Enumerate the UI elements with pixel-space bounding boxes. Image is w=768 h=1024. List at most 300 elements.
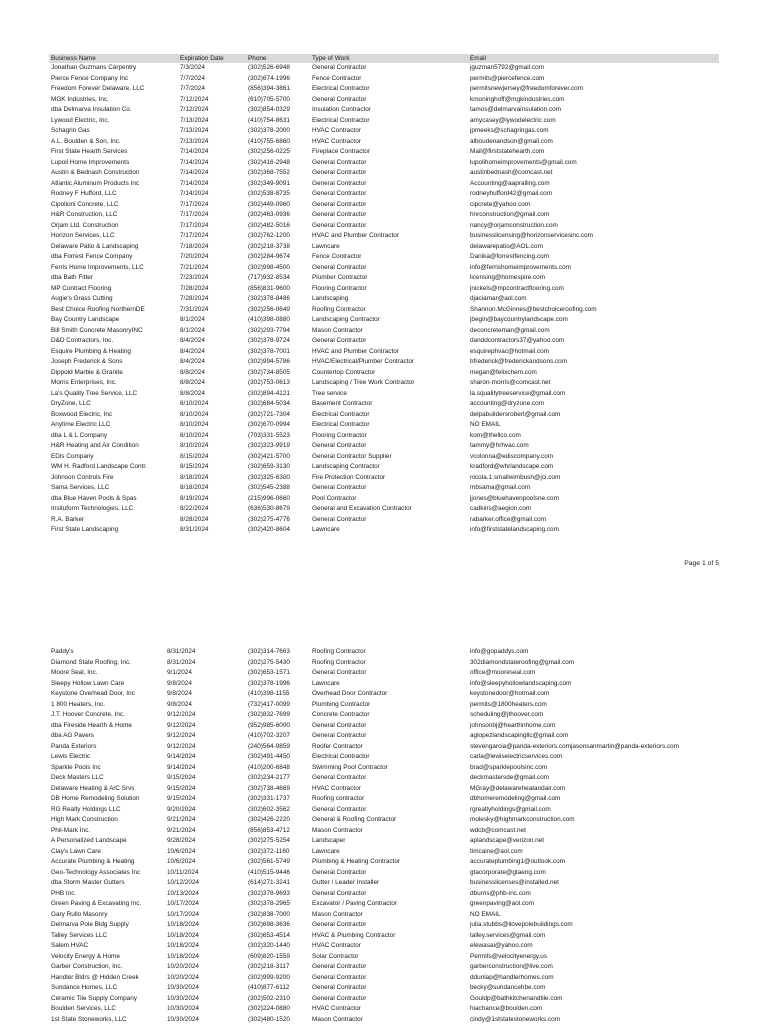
cell-expiration-date: 7/17/2024 bbox=[180, 200, 209, 208]
table-row bbox=[49, 158, 719, 169]
cell-type-of-work: Excavator / Paving Contractor bbox=[312, 900, 397, 907]
cell-expiration-date: 8/10/2024 bbox=[180, 442, 209, 449]
cell-phone: (302)670-0994 bbox=[248, 421, 290, 428]
cell-phone: (302)832-7699 bbox=[248, 711, 290, 718]
document-page-2 bbox=[0, 640, 768, 1024]
cell-email: amycasey@lywodelectric.com bbox=[470, 116, 556, 124]
cell-business-name: DB Home Remodeling Solution bbox=[51, 795, 140, 802]
cell-type-of-work: HVAC & Plumbing Contractor bbox=[312, 931, 396, 939]
cell-expiration-date: 8/18/2024 bbox=[180, 473, 209, 481]
table-row bbox=[49, 721, 719, 732]
cell-business-name: Lywood Electric, Inc. bbox=[51, 116, 110, 124]
cell-type-of-work: Mason Contractor bbox=[312, 1015, 363, 1023]
cell-email: rabarker.office@gmail.com bbox=[470, 515, 546, 523]
cell-expiration-date: 9/12/2024 bbox=[167, 721, 196, 729]
column-header-business-name: Business Name bbox=[51, 55, 96, 62]
cell-business-name: Talley Services LLC bbox=[51, 931, 108, 939]
cell-email: info@gopaddys.com bbox=[470, 648, 529, 655]
cell-email: permits@1800heaters.com bbox=[470, 700, 547, 708]
cell-expiration-date: 9/15/2024 bbox=[167, 795, 196, 802]
cell-type-of-work: Countertop Contractor bbox=[312, 368, 376, 376]
table-row bbox=[49, 389, 719, 400]
table-row bbox=[49, 431, 719, 442]
cell-expiration-date: 8/31/2024 bbox=[180, 526, 209, 533]
cell-expiration-date: 10/20/2024 bbox=[167, 973, 199, 981]
table-row bbox=[49, 263, 719, 274]
cell-type-of-work: General Contractor bbox=[312, 515, 367, 523]
table-row bbox=[49, 504, 719, 515]
cell-type-of-work: HVAC Contractor bbox=[312, 127, 361, 134]
cell-email: info@sleepyhollowlandscaping.com bbox=[470, 679, 572, 687]
cell-email: permits@piercefence.com bbox=[470, 74, 545, 82]
cell-type-of-work: Landscaping bbox=[312, 295, 349, 302]
cell-email: licensing@homespire.com bbox=[470, 274, 546, 281]
cell-email: jnickels@mpcontractflooring.com bbox=[470, 284, 564, 292]
table-row bbox=[49, 515, 719, 526]
cell-expiration-date: 9/21/2024 bbox=[167, 826, 196, 834]
cell-type-of-work: General Contractor bbox=[312, 64, 367, 71]
cell-phone: (302)653-4514 bbox=[248, 931, 290, 939]
table-row bbox=[49, 836, 719, 847]
cell-email: info@firststatelandscaping.com bbox=[470, 526, 559, 533]
cell-phone: (410)755-6860 bbox=[248, 137, 290, 145]
cell-phone: (952)985-6000 bbox=[248, 721, 290, 729]
cell-expiration-date: 8/18/2024 bbox=[180, 484, 209, 491]
cell-business-name: MP Contract Flooring bbox=[51, 284, 112, 292]
table-row bbox=[49, 357, 719, 368]
table-row bbox=[49, 973, 719, 984]
cell-expiration-date: 8/8/2024 bbox=[180, 389, 205, 397]
cell-email: hnrconstruction@gmail.com bbox=[470, 211, 550, 218]
cell-type-of-work: Roofing contractor bbox=[312, 795, 365, 802]
cell-business-name: Austin & Bednash Construction bbox=[51, 169, 140, 176]
cell-type-of-work: General Contractor bbox=[312, 169, 367, 176]
cell-type-of-work: Electrical Contractor bbox=[312, 85, 370, 92]
cell-business-name: Schagrin Gas bbox=[51, 127, 90, 134]
cell-type-of-work: General Contractor bbox=[312, 337, 367, 344]
cell-email: jguzman5792@gmail.com bbox=[470, 64, 544, 71]
cell-phone: (302)314-7663 bbox=[248, 648, 290, 655]
cell-phone: (302)482-5016 bbox=[248, 221, 290, 229]
cell-phone: (302)256-0649 bbox=[248, 305, 290, 313]
cell-phone: (856)853-4712 bbox=[248, 826, 290, 834]
cell-type-of-work: Plumbing & Heating Contractor bbox=[312, 858, 401, 865]
table-row bbox=[49, 794, 719, 805]
cell-email: jbegin@baycountrylandscape.com bbox=[470, 316, 568, 323]
cell-business-name: Green Paving & Excavating Inc. bbox=[51, 900, 142, 907]
cell-type-of-work: General Contractor bbox=[312, 973, 367, 981]
cell-email: dbhomeremodeling@gmail.com bbox=[470, 795, 561, 802]
table-row bbox=[49, 679, 719, 690]
table-row bbox=[49, 168, 719, 179]
table-row bbox=[49, 74, 719, 85]
table-row bbox=[49, 994, 719, 1005]
cell-type-of-work: General Contractor bbox=[312, 805, 367, 813]
cell-email: kom@thellco.com bbox=[470, 431, 521, 439]
cell-business-name: Lewis Electric bbox=[51, 753, 91, 760]
cell-type-of-work: HVAC Contractor bbox=[312, 137, 361, 145]
cell-email: becky@sundancehbe.com bbox=[470, 984, 546, 991]
table-row bbox=[49, 731, 719, 742]
cell-phone: (302)538-8735 bbox=[248, 190, 290, 197]
cell-expiration-date: 9/28/2024 bbox=[167, 837, 196, 844]
cell-expiration-date: 8/1/2024 bbox=[180, 316, 205, 323]
cell-email: sharon-morris@comcast.net bbox=[470, 379, 551, 386]
cell-type-of-work: Basement Contractor bbox=[312, 400, 373, 407]
cell-phone: (302)256-0225 bbox=[248, 148, 290, 155]
cell-type-of-work: General Contractor bbox=[312, 889, 367, 897]
table-row bbox=[49, 410, 719, 421]
cell-email: scheduling@jthoover.com bbox=[470, 711, 544, 718]
cell-business-name: Ceramic Tile Supply Company bbox=[51, 994, 137, 1002]
cell-phone: (302)463-0936 bbox=[248, 211, 290, 218]
cell-type-of-work: General and Excavation Contractor bbox=[312, 505, 412, 512]
cell-expiration-date: 7/18/2024 bbox=[180, 242, 209, 250]
cell-phone: (410)515-9446 bbox=[248, 868, 290, 876]
table-row bbox=[49, 784, 719, 795]
cell-phone: (302)323-9919 bbox=[248, 442, 290, 449]
cell-business-name: A.L. Boulden & Son, Inc. bbox=[51, 137, 121, 145]
cell-email: kmoninghoff@mgkindustries.com bbox=[470, 95, 565, 103]
cell-business-name: Deck Masters LLC bbox=[51, 774, 104, 781]
cell-expiration-date: 10/17/2024 bbox=[167, 910, 199, 918]
cell-email: molesky@highmarkconstruction.com bbox=[470, 816, 575, 823]
cell-email: wdcb@comcast.net bbox=[470, 826, 526, 834]
cell-expiration-date: 7/14/2024 bbox=[180, 179, 209, 187]
table-row bbox=[49, 868, 719, 879]
cell-email: aglopezlandscapingllc@gmail.com bbox=[470, 732, 569, 739]
cell-expiration-date: 10/6/2024 bbox=[167, 847, 196, 855]
cell-type-of-work: General Contractor bbox=[312, 721, 367, 729]
column-header-email: Email bbox=[470, 55, 486, 62]
cell-expiration-date: 10/11/2024 bbox=[167, 868, 199, 876]
cell-type-of-work: General Contractor bbox=[312, 190, 367, 197]
table-row bbox=[49, 962, 719, 973]
cell-expiration-date: 7/13/2024 bbox=[180, 137, 209, 145]
table-row bbox=[49, 105, 719, 116]
cell-type-of-work: Mason Contractor bbox=[312, 326, 363, 334]
table-row bbox=[49, 899, 719, 910]
cell-business-name: Delaware Heating & A/C Srvs bbox=[51, 784, 135, 792]
cell-business-name: dba Storm Master Gutters bbox=[51, 879, 125, 886]
cell-expiration-date: 7/14/2024 bbox=[180, 190, 209, 197]
table-row bbox=[49, 878, 719, 889]
cell-business-name: Diamond State Roofing, Inc. bbox=[51, 658, 131, 666]
cell-expiration-date: 8/8/2024 bbox=[180, 368, 205, 376]
cell-expiration-date: 7/13/2024 bbox=[180, 127, 209, 134]
cell-business-name: R.A. Barker bbox=[51, 515, 85, 523]
cell-type-of-work: HVAC Contractor bbox=[312, 784, 361, 792]
cell-business-name: Boxwood Electric, Inc bbox=[51, 410, 113, 418]
cell-expiration-date: 8/19/2024 bbox=[180, 494, 209, 502]
cell-email: la.squalitytreeservice@gmail.com bbox=[470, 389, 566, 397]
cell-email: vcolonna@ediscompany.com bbox=[470, 452, 554, 460]
table-row bbox=[49, 494, 719, 505]
cell-phone: (856)831-9600 bbox=[248, 284, 290, 292]
cell-phone: (302)734-8505 bbox=[248, 368, 290, 376]
cell-business-name: H&R Heating and Air Condition bbox=[51, 442, 139, 449]
table-row bbox=[49, 483, 719, 494]
table-row bbox=[49, 941, 719, 952]
table-row bbox=[49, 378, 719, 389]
cell-type-of-work: Plumber Contractor bbox=[312, 274, 368, 281]
table-row bbox=[49, 399, 719, 410]
cell-business-name: dba Bath Fitter bbox=[51, 274, 93, 281]
cell-business-name: dba Blue Haven Pools & Spas bbox=[51, 494, 137, 502]
cell-type-of-work: Gutter / Leader Installer bbox=[312, 879, 380, 886]
cell-business-name: Garber Construction, Inc. bbox=[51, 963, 123, 970]
table-row bbox=[49, 658, 719, 669]
table-row bbox=[49, 252, 719, 263]
cell-business-name: Geo-Technology Associates Inc bbox=[51, 868, 141, 876]
cell-expiration-date: 10/30/2024 bbox=[167, 1005, 199, 1012]
cell-business-name: Delaware Patio & Landscaping bbox=[51, 242, 139, 250]
cell-type-of-work: Roofing Contractor bbox=[312, 305, 366, 313]
cell-business-name: Sparkle Pools Inc bbox=[51, 763, 101, 771]
cell-business-name: Delmarva Pole Bldg Supply bbox=[51, 921, 129, 928]
table-row bbox=[49, 347, 719, 358]
cell-phone: (215)996-0660 bbox=[248, 494, 290, 502]
cell-business-name: Sleepy Hollow Lawn Care bbox=[51, 679, 125, 687]
cell-phone: (302)698-3636 bbox=[248, 921, 290, 928]
cell-email: permitsnewjersey@freedomforever.com bbox=[470, 85, 584, 92]
table-row bbox=[49, 221, 719, 232]
cell-expiration-date: 9/14/2024 bbox=[167, 763, 196, 771]
cell-phone: (302)275-5254 bbox=[248, 837, 290, 844]
cell-email: brad@sparklepoolsinc.com bbox=[470, 763, 548, 771]
cell-phone: (302)421-5700 bbox=[248, 452, 290, 460]
table-row bbox=[49, 473, 719, 484]
table-row bbox=[49, 200, 719, 211]
table-row bbox=[49, 931, 719, 942]
cell-type-of-work: General Contractor bbox=[312, 179, 367, 187]
cell-phone: (240)564-9859 bbox=[248, 742, 290, 750]
cell-type-of-work: General Contractor bbox=[312, 984, 367, 991]
cell-expiration-date: 8/8/2024 bbox=[180, 379, 205, 386]
column-header-type-of-work: Type of Work bbox=[312, 55, 350, 62]
cell-email: ddunlap@handlerhomes.com bbox=[470, 973, 554, 981]
cell-expiration-date: 7/14/2024 bbox=[180, 158, 209, 166]
cell-type-of-work: HVAC/Electrical/Plumber Contractor bbox=[312, 358, 415, 365]
table-row bbox=[49, 1004, 719, 1015]
cell-business-name: 1 800 Heaters, Inc. bbox=[51, 700, 105, 708]
cell-phone: (302)994-5786 bbox=[248, 358, 290, 365]
cell-business-name: D&D Contractors, Inc. bbox=[51, 337, 114, 344]
cell-phone: (302)491-4450 bbox=[248, 753, 290, 760]
cell-type-of-work: Pool Contractor bbox=[312, 494, 357, 502]
cell-type-of-work: Lawncare bbox=[312, 847, 340, 855]
cell-phone: (732)417-0099 bbox=[248, 700, 290, 708]
cell-type-of-work: Fence Contractor bbox=[312, 74, 362, 82]
cell-email: johnsonbj@hearthnhome.com bbox=[470, 721, 556, 729]
cell-phone: (302)721-7304 bbox=[248, 410, 290, 418]
cell-phone: (302)378-2965 bbox=[248, 900, 290, 907]
cell-business-name: Jonathan Guzmans Carpentry bbox=[51, 64, 137, 71]
cell-type-of-work: Electrical Contractor bbox=[312, 410, 370, 418]
cell-type-of-work: General Contractor bbox=[312, 263, 367, 271]
cell-email: stevengarcia@panda-exteriors.comjasonsanmartin@panda-exteriors.com bbox=[470, 742, 680, 750]
cell-business-name: Esquire Plumbing & Heating bbox=[51, 347, 131, 355]
cell-expiration-date: 9/12/2024 bbox=[167, 742, 196, 750]
cell-email: Gouldp@bathkitchenandtile.com bbox=[470, 994, 563, 1002]
cell-email: alboudenandson@gmail.com bbox=[470, 137, 553, 145]
table-row bbox=[49, 84, 719, 95]
cell-business-name: Rodney F Hufford, LLC bbox=[51, 190, 117, 197]
cell-phone: (302)753-0613 bbox=[248, 379, 290, 386]
cell-business-name: Morris Enterprises, Inc. bbox=[51, 379, 117, 386]
cell-business-name: Pierce Fence Company Inc bbox=[51, 74, 129, 82]
table-row bbox=[49, 815, 719, 826]
cell-email: rgrealtyholdings@gmail.com bbox=[470, 805, 551, 813]
cell-phone: (302)378-9693 bbox=[248, 889, 290, 897]
cell-phone: (609)820-1559 bbox=[248, 952, 290, 960]
table-row bbox=[49, 126, 719, 137]
cell-email: cadkins@aegion.com bbox=[470, 505, 532, 512]
cell-expiration-date: 8/31/2024 bbox=[167, 658, 196, 666]
cell-expiration-date: 7/14/2024 bbox=[180, 148, 209, 155]
cell-expiration-date: 8/10/2024 bbox=[180, 410, 209, 418]
table-row bbox=[49, 462, 719, 473]
cell-email: businesslicenses@installed.net bbox=[470, 879, 559, 886]
cell-business-name: Moore Seal, Inc. bbox=[51, 669, 98, 676]
table-row bbox=[49, 889, 719, 900]
cell-expiration-date: 7/14/2024 bbox=[180, 169, 209, 176]
cell-business-name: DryZone, LLC bbox=[51, 400, 91, 407]
cell-business-name: Salem HVAC bbox=[51, 942, 89, 949]
cell-email: businesslicensing@horizonservicesinc.com bbox=[470, 232, 593, 239]
table-row bbox=[49, 710, 719, 721]
cell-expiration-date: 8/10/2024 bbox=[180, 400, 209, 407]
cell-business-name: Joseph Frederick & Sons bbox=[51, 358, 123, 365]
cell-business-name: Clay's Lawn Care bbox=[51, 847, 101, 855]
cell-type-of-work: Landscaper bbox=[312, 837, 346, 844]
table-row bbox=[49, 763, 719, 774]
table-row bbox=[49, 920, 719, 931]
cell-business-name: Insituform Technologies, LLC bbox=[51, 505, 134, 512]
cell-phone: (302)372-1160 bbox=[248, 847, 290, 855]
cell-business-name: WM H. Radford Landscape Contr. bbox=[51, 463, 147, 470]
cell-email: esquirephvac@hotmail.com bbox=[470, 347, 549, 355]
table-header bbox=[49, 54, 719, 63]
table-row bbox=[49, 805, 719, 816]
cell-type-of-work: General Contractor bbox=[312, 158, 367, 166]
cell-business-name: Sama Services, LLC bbox=[51, 484, 110, 491]
cell-type-of-work: Landscaping Contractor bbox=[312, 463, 380, 470]
cell-expiration-date: 8/10/2024 bbox=[180, 431, 209, 439]
cell-expiration-date: 7/23/2024 bbox=[180, 274, 209, 281]
cell-phone: (302)854-0329 bbox=[248, 106, 290, 113]
cell-email: bfrederick@frederickandsons.com bbox=[470, 358, 568, 365]
cell-business-name: Best Choice Roofing NorthernDE bbox=[51, 305, 145, 313]
cell-phone: (410)398-1155 bbox=[248, 690, 290, 697]
cell-phone: (302)999-9200 bbox=[248, 973, 290, 981]
cell-phone: (302)218-3738 bbox=[248, 242, 290, 250]
cell-phone: (302)224-0880 bbox=[248, 1005, 290, 1012]
cell-email: deckmastersde@gmail.com bbox=[470, 774, 549, 781]
cell-expiration-date: 8/22/2024 bbox=[180, 505, 209, 512]
cell-type-of-work: Lawncare bbox=[312, 679, 340, 687]
cell-type-of-work: General Contractor bbox=[312, 921, 367, 928]
cell-expiration-date: 10/12/2024 bbox=[167, 879, 199, 886]
cell-business-name: La's Quality Tree Service, LLC bbox=[51, 389, 138, 397]
cell-expiration-date: 10/18/2024 bbox=[167, 931, 199, 939]
cell-phone: (302)218-3117 bbox=[248, 963, 290, 970]
cell-expiration-date: 9/20/2024 bbox=[167, 805, 196, 813]
cell-email: hiachance@boulden.com bbox=[470, 1005, 543, 1012]
cell-business-name: First State Hearth Services bbox=[51, 148, 128, 155]
cell-business-name: Freedom Forever Delaware, LLC bbox=[51, 85, 145, 92]
table-row bbox=[49, 826, 719, 837]
table-row bbox=[49, 525, 719, 536]
cell-type-of-work: Swimming Pool Contractor bbox=[312, 763, 388, 771]
cell-business-name: Gary Rullo Masonry bbox=[51, 910, 108, 918]
cell-business-name: Bill Smith Concrete MasonryINC bbox=[51, 326, 143, 334]
cell-expiration-date: 10/6/2024 bbox=[167, 858, 196, 865]
cell-type-of-work: Fence Contractor bbox=[312, 253, 362, 260]
cell-phone: (302)545-2388 bbox=[248, 484, 290, 491]
table-row bbox=[49, 1015, 719, 1024]
cell-email: cindy@1ststatestoneworks.com bbox=[470, 1015, 560, 1023]
cell-business-name: Keystone Overhead Door, Inc bbox=[51, 690, 135, 697]
table-row bbox=[49, 647, 719, 658]
cell-phone: (302)378-2000 bbox=[248, 127, 290, 134]
cell-phone: (410)200-6848 bbox=[248, 763, 290, 771]
table-row bbox=[49, 147, 719, 158]
cell-phone: (302)738-4669 bbox=[248, 784, 290, 792]
cell-business-name: First State Landscaping bbox=[51, 526, 119, 533]
cell-phone: (302)416-2948 bbox=[248, 158, 290, 166]
table-row bbox=[49, 910, 719, 921]
cell-phone: (302)349-9091 bbox=[248, 179, 290, 187]
table-row bbox=[49, 326, 719, 337]
cell-phone: (717)932-8534 bbox=[248, 274, 290, 281]
cell-type-of-work: General Contractor Supplier bbox=[312, 452, 392, 460]
cell-type-of-work: Insulation Contractor bbox=[312, 106, 371, 113]
cell-phone: (410)398-0880 bbox=[248, 316, 290, 323]
cell-expiration-date: 9/15/2024 bbox=[167, 784, 196, 792]
cell-expiration-date: 9/8/2024 bbox=[167, 690, 192, 697]
cell-type-of-work: General Contractor bbox=[312, 484, 367, 491]
cell-expiration-date: 7/3/2024 bbox=[180, 64, 205, 71]
table-row bbox=[49, 305, 719, 316]
cell-phone: (302)378-9724 bbox=[248, 337, 290, 344]
cell-email: aplandscape@verizon.net bbox=[470, 837, 544, 844]
cell-phone: (703)331-5523 bbox=[248, 431, 290, 439]
cell-expiration-date: 10/13/2024 bbox=[167, 889, 199, 897]
cell-phone: (302)526-6948 bbox=[248, 64, 290, 71]
cell-email: djaciamar@aol.com bbox=[470, 295, 527, 302]
cell-phone: (302)653-1571 bbox=[248, 669, 290, 676]
cell-type-of-work: Concrete Contractor bbox=[312, 711, 370, 718]
cell-expiration-date: 7/7/2024 bbox=[180, 74, 205, 82]
cell-email: garberconstruction@live.com bbox=[470, 963, 553, 970]
cell-type-of-work: Mason Contractor bbox=[312, 826, 363, 834]
cell-type-of-work: General Contractor bbox=[312, 994, 367, 1002]
table-row bbox=[49, 315, 719, 326]
cell-expiration-date: 7/17/2024 bbox=[180, 221, 209, 229]
cell-email: Permits@velocityenergy.us bbox=[470, 952, 548, 960]
cell-type-of-work: Lawncare bbox=[312, 526, 340, 533]
cell-business-name: Panda Exteriors bbox=[51, 742, 97, 750]
cell-type-of-work: Landscaping / Tree Work Contractor bbox=[312, 379, 415, 386]
cell-email: 302diamondstateroofing@gmail.com bbox=[470, 658, 575, 666]
cell-expiration-date: 8/15/2024 bbox=[180, 463, 209, 470]
cell-email: nicola.1.smallwimbush@jci.com bbox=[470, 473, 561, 481]
cell-phone: (302)378-7001 bbox=[248, 347, 290, 355]
cell-type-of-work: General Contractor bbox=[312, 868, 367, 876]
cell-phone: (302)480-1520 bbox=[248, 1015, 290, 1023]
table-row bbox=[49, 773, 719, 784]
